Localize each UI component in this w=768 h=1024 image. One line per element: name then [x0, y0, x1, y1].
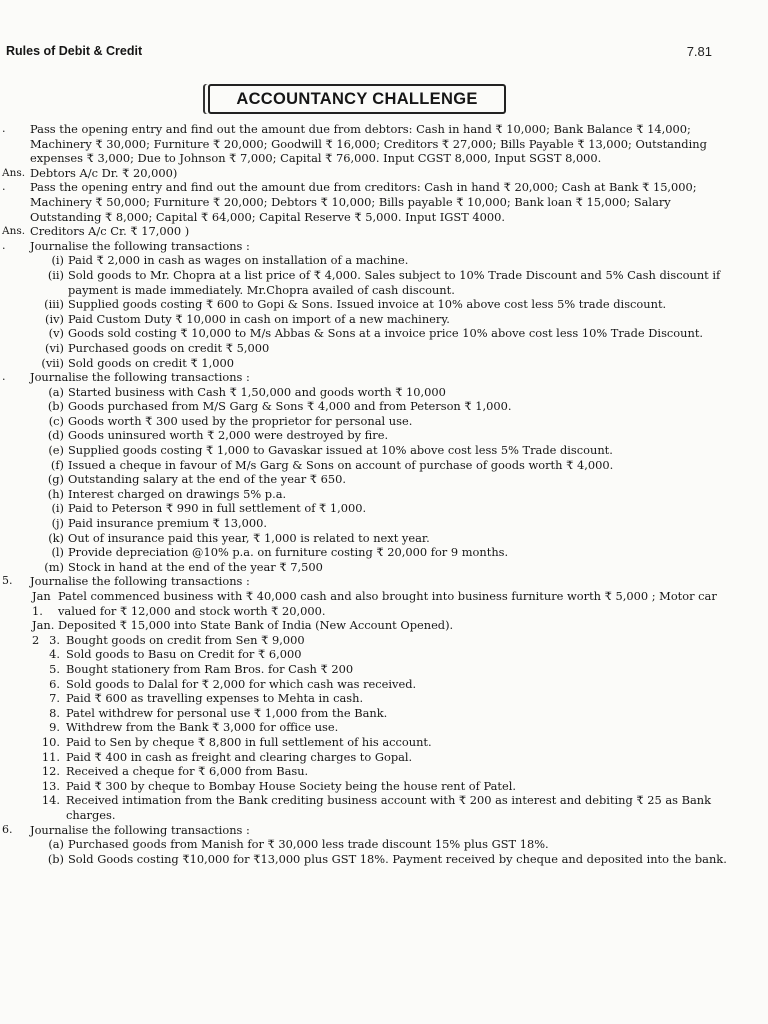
item-text: Sold Goods costing ₹10,000 for ₹13,000 plus GST 18%. Payment received by cheque and deposited into the bank.	[68, 851, 727, 866]
item-marker: 6.	[49, 676, 60, 691]
item-text: Received intimation from the Bank crediting business account with ₹ 200 as interest and debiting ₹ 25 as Bank charges.	[66, 793, 712, 822]
item-text: Deposited ₹ 15,000 into State Bank of India (New Account Opened).	[58, 618, 454, 633]
list-item	[30, 516, 728, 531]
item-marker: 7.	[49, 691, 60, 706]
item-text: Patel withdrew for personal use ₹ 1,000 from the Bank.	[66, 705, 388, 720]
item-marker: 8.	[49, 705, 60, 720]
answer-2	[0, 166, 768, 181]
item-marker: 11.	[41, 749, 60, 764]
item-text: Withdrew from the Bank ₹ 3,000 for office use.	[66, 720, 339, 735]
question-5a	[0, 370, 768, 574]
answer-text: Debtors A/c Dr. ₹ 20,000)	[30, 165, 178, 180]
list-item	[30, 356, 728, 371]
item-text: Issued a cheque in favour of M/s Garg & Sons on account of purchase of goods worth ₹ 4,000.	[68, 457, 614, 472]
item-marker: (c)	[48, 413, 64, 428]
list-item	[30, 487, 728, 502]
item-marker: (m)	[44, 559, 64, 574]
item-marker: 5.	[49, 661, 60, 676]
item-marker: 13.	[41, 778, 60, 793]
item-marker: 12.	[41, 764, 60, 779]
list-item	[30, 545, 728, 560]
question-5b	[0, 574, 768, 822]
item-text: Paid to Sen by cheque ₹ 8,800 in full settlement of his account.	[66, 734, 432, 749]
list-item	[30, 691, 728, 706]
transaction-list	[30, 385, 728, 575]
answer-label: Ans.	[2, 166, 26, 179]
question-number: 6.	[2, 822, 13, 836]
item-marker: (g)	[47, 472, 64, 487]
question-title: Journalise the following transactions :	[30, 238, 250, 253]
list-item	[30, 428, 728, 443]
item-text: Interest charged on drawings 5% p.a.	[68, 486, 287, 501]
list-item: Jan. 2 Deposited ₹ 15,000 into State Bank of India (New Account Opened).	[32, 618, 454, 647]
item-marker: (v)	[48, 326, 64, 341]
item-marker: (e)	[48, 443, 64, 458]
transaction-list	[30, 837, 728, 866]
item-text: Patel commenced business with ₹ 40,000 cash and also brought into business furniture worth ₹ 5,000 ; Motor car valued for ₹ 12,000 and stock worth ₹ 20,000.	[58, 589, 717, 618]
page-content	[0, 122, 768, 866]
item-text: Received a cheque for ₹ 6,000 from Basu.	[66, 764, 309, 779]
list-item	[30, 443, 728, 458]
list-item	[30, 852, 728, 867]
list-item	[30, 253, 728, 268]
list-item: Jan 1. Patel commenced business with ₹ 40,000 cash and also brought into business furniture worth ₹ 5,000 ; Motor car valued for ₹ 12,000 and stock worth ₹ 20,000.	[32, 589, 717, 618]
answer-text: Creditors A/c Cr. ₹ 17,000 )	[30, 224, 190, 239]
question-title: Journalise the following transactions :	[30, 370, 250, 385]
item-marker: (vii)	[41, 355, 64, 370]
question-2	[0, 122, 768, 166]
list-item	[30, 706, 728, 721]
question-number: .	[2, 370, 6, 384]
item-marker: (b)	[47, 399, 64, 414]
list-item	[30, 458, 728, 473]
item-marker: (l)	[51, 545, 64, 560]
question-text: Pass the opening entry and find out the amount due from creditors: Cash in hand ₹ 20,000; Cash at Bank ₹ 15,000; Machinery ₹ 50,000; Furniture ₹ 20,000; Debtors ₹ 10,000; Bills payable ₹ 10,000; Bank loan ₹ 15,000; Salary Outstanding ₹ 8,000; Capital ₹ 64,000; Capital Reserve ₹ 5,000. Input IGST 4000.	[30, 180, 697, 224]
item-text: Bought stationery from Ram Bros. for Cash ₹ 200	[66, 661, 354, 676]
item-text: Purchased goods on credit ₹ 5,000	[68, 340, 270, 355]
item-text: Started business with Cash ₹ 1,50,000 and goods worth ₹ 10,000	[68, 384, 446, 399]
page-header-left: Rules of Debit & Credit	[6, 44, 143, 58]
question-6	[0, 823, 768, 867]
list-item	[30, 735, 728, 750]
item-marker: (h)	[47, 486, 64, 501]
item-marker: (i)	[51, 253, 64, 268]
list-item	[30, 268, 728, 297]
item-marker: 4.	[49, 647, 60, 662]
item-text: Goods sold costing ₹ 10,000 to M/s Abbas & Sons at a invoice price 10% above cost less 10% Trade Discount.	[68, 326, 704, 341]
item-marker: (d)	[47, 428, 64, 443]
list-item	[30, 647, 728, 662]
list-item	[30, 414, 728, 429]
list-item	[30, 837, 728, 852]
list-item	[30, 501, 728, 516]
item-marker: (iii)	[44, 297, 64, 312]
item-text: Supplied goods costing ₹ 1,000 to Gavaskar issued at 10% above cost less 5% Trade discount.	[68, 443, 613, 458]
item-text: Bought goods on credit from Sen ₹ 9,000	[66, 632, 305, 647]
list-item	[30, 326, 728, 341]
item-text: Sold goods to Mr. Chopra at a list price of ₹ 4,000. Sales subject to 10% Trade Discount and 5% Cash discount if payment is made immediately. Mr.Chopra availed of cash discount.	[68, 267, 721, 297]
page-number: 7.81	[686, 44, 712, 59]
item-text: Supplied goods costing ₹ 600 to Gopi & Sons. Issued invoice at 10% above cost less 5% trade discount.	[68, 297, 667, 312]
list-item	[30, 560, 728, 575]
list-item	[30, 750, 728, 765]
question-title: Journalise the following transactions :	[30, 822, 250, 837]
question-3	[0, 180, 768, 224]
list-item	[30, 793, 728, 822]
item-marker: (ii)	[47, 267, 64, 282]
transaction-list	[30, 253, 728, 370]
question-number: .	[2, 180, 6, 194]
answer-label: Ans.	[2, 225, 26, 238]
item-text: Goods worth ₹ 300 used by the proprietor for personal use.	[68, 413, 413, 428]
item-marker: 9.	[49, 720, 60, 735]
item-text: Outstanding salary at the end of the year ₹ 650.	[68, 472, 347, 487]
question-4	[0, 239, 768, 370]
question-number: .	[2, 238, 6, 252]
item-text: Sold goods on credit ₹ 1,000	[68, 355, 234, 370]
list-item	[30, 399, 728, 414]
item-text: Stock in hand at the end of the year ₹ 7,500	[68, 559, 323, 574]
item-marker: (f)	[50, 457, 64, 472]
question-number: 5.	[2, 574, 13, 588]
item-text: Sold goods to Dalal for ₹ 2,000 for which cash was received.	[66, 676, 417, 691]
item-text: Provide depreciation @10% p.a. on furniture costing ₹ 20,000 for 9 months.	[68, 545, 509, 560]
item-marker: (vi)	[45, 340, 64, 355]
item-text: Purchased goods from Manish for ₹ 30,000 less trade discount 15% plus GST 18%.	[68, 837, 549, 852]
item-marker: (k)	[48, 530, 64, 545]
item-marker: 3.	[49, 632, 60, 647]
section-banner: ACCOUNTANCY CHALLENGE	[208, 84, 506, 114]
item-text: Sold goods to Basu on Credit for ₹ 6,000	[66, 647, 302, 662]
list-item	[30, 312, 728, 327]
question-text: Pass the opening entry and find out the amount due from debtors: Cash in hand ₹ 10,000; Bank Balance ₹ 14,000; Machinery ₹ 30,000; Furniture ₹ 20,000; Goodwill ₹ 16,000; Creditors ₹ 27,000; Bills Payable ₹ 13,000; Outstanding expenses ₹ 3,000; Due to Johnson ₹ 7,000; Capital ₹ 76,000. Input CGST 8,000, Input SGST 8,000.	[30, 122, 707, 166]
question-title: Journalise the following transactions :	[30, 574, 250, 589]
numbered-transaction-list	[30, 633, 728, 823]
item-marker: (a)	[48, 384, 64, 399]
item-text: Paid Custom Duty ₹ 10,000 in cash on import of a new machinery.	[68, 311, 450, 326]
list-item	[30, 764, 728, 779]
item-marker: (j)	[51, 516, 64, 531]
list-item	[30, 385, 728, 400]
item-text: Paid ₹ 400 in cash as freight and clearing charges to Gopal.	[66, 749, 413, 764]
list-item	[30, 341, 728, 356]
item-marker: (i)	[51, 501, 64, 516]
item-text: Goods uninsured worth ₹ 2,000 were destroyed by fire.	[68, 428, 389, 443]
answer-3	[0, 224, 768, 239]
list-item	[30, 720, 728, 735]
item-marker: 14.	[41, 793, 60, 808]
list-item	[30, 677, 728, 692]
item-text: Paid ₹ 2,000 in cash as wages on installation of a machine.	[68, 253, 409, 268]
item-text: Paid insurance premium ₹ 13,000.	[68, 516, 267, 531]
list-item	[30, 297, 728, 312]
list-item	[30, 779, 728, 794]
item-text: Paid ₹ 300 by cheque to Bombay House Society being the house rent of Patel.	[66, 778, 517, 793]
question-number: .	[2, 122, 6, 135]
list-item	[30, 472, 728, 487]
item-text: Out of insurance paid this year, ₹ 1,000 is related to next year.	[68, 530, 430, 545]
item-marker: 10.	[41, 734, 60, 749]
list-item	[30, 531, 728, 546]
list-item	[30, 662, 728, 677]
list-item	[30, 633, 728, 648]
item-text: Goods purchased from M/S Garg & Sons ₹ 4,000 and from Peterson ₹ 1,000.	[68, 399, 512, 414]
item-marker: (a)	[48, 837, 64, 852]
item-text: Paid to Peterson ₹ 990 in full settlement of ₹ 1,000.	[68, 501, 367, 516]
item-marker: (b)	[47, 851, 64, 866]
item-text: Paid ₹ 600 as travelling expenses to Mehta in cash.	[66, 691, 364, 706]
item-marker: (iv)	[45, 311, 64, 326]
